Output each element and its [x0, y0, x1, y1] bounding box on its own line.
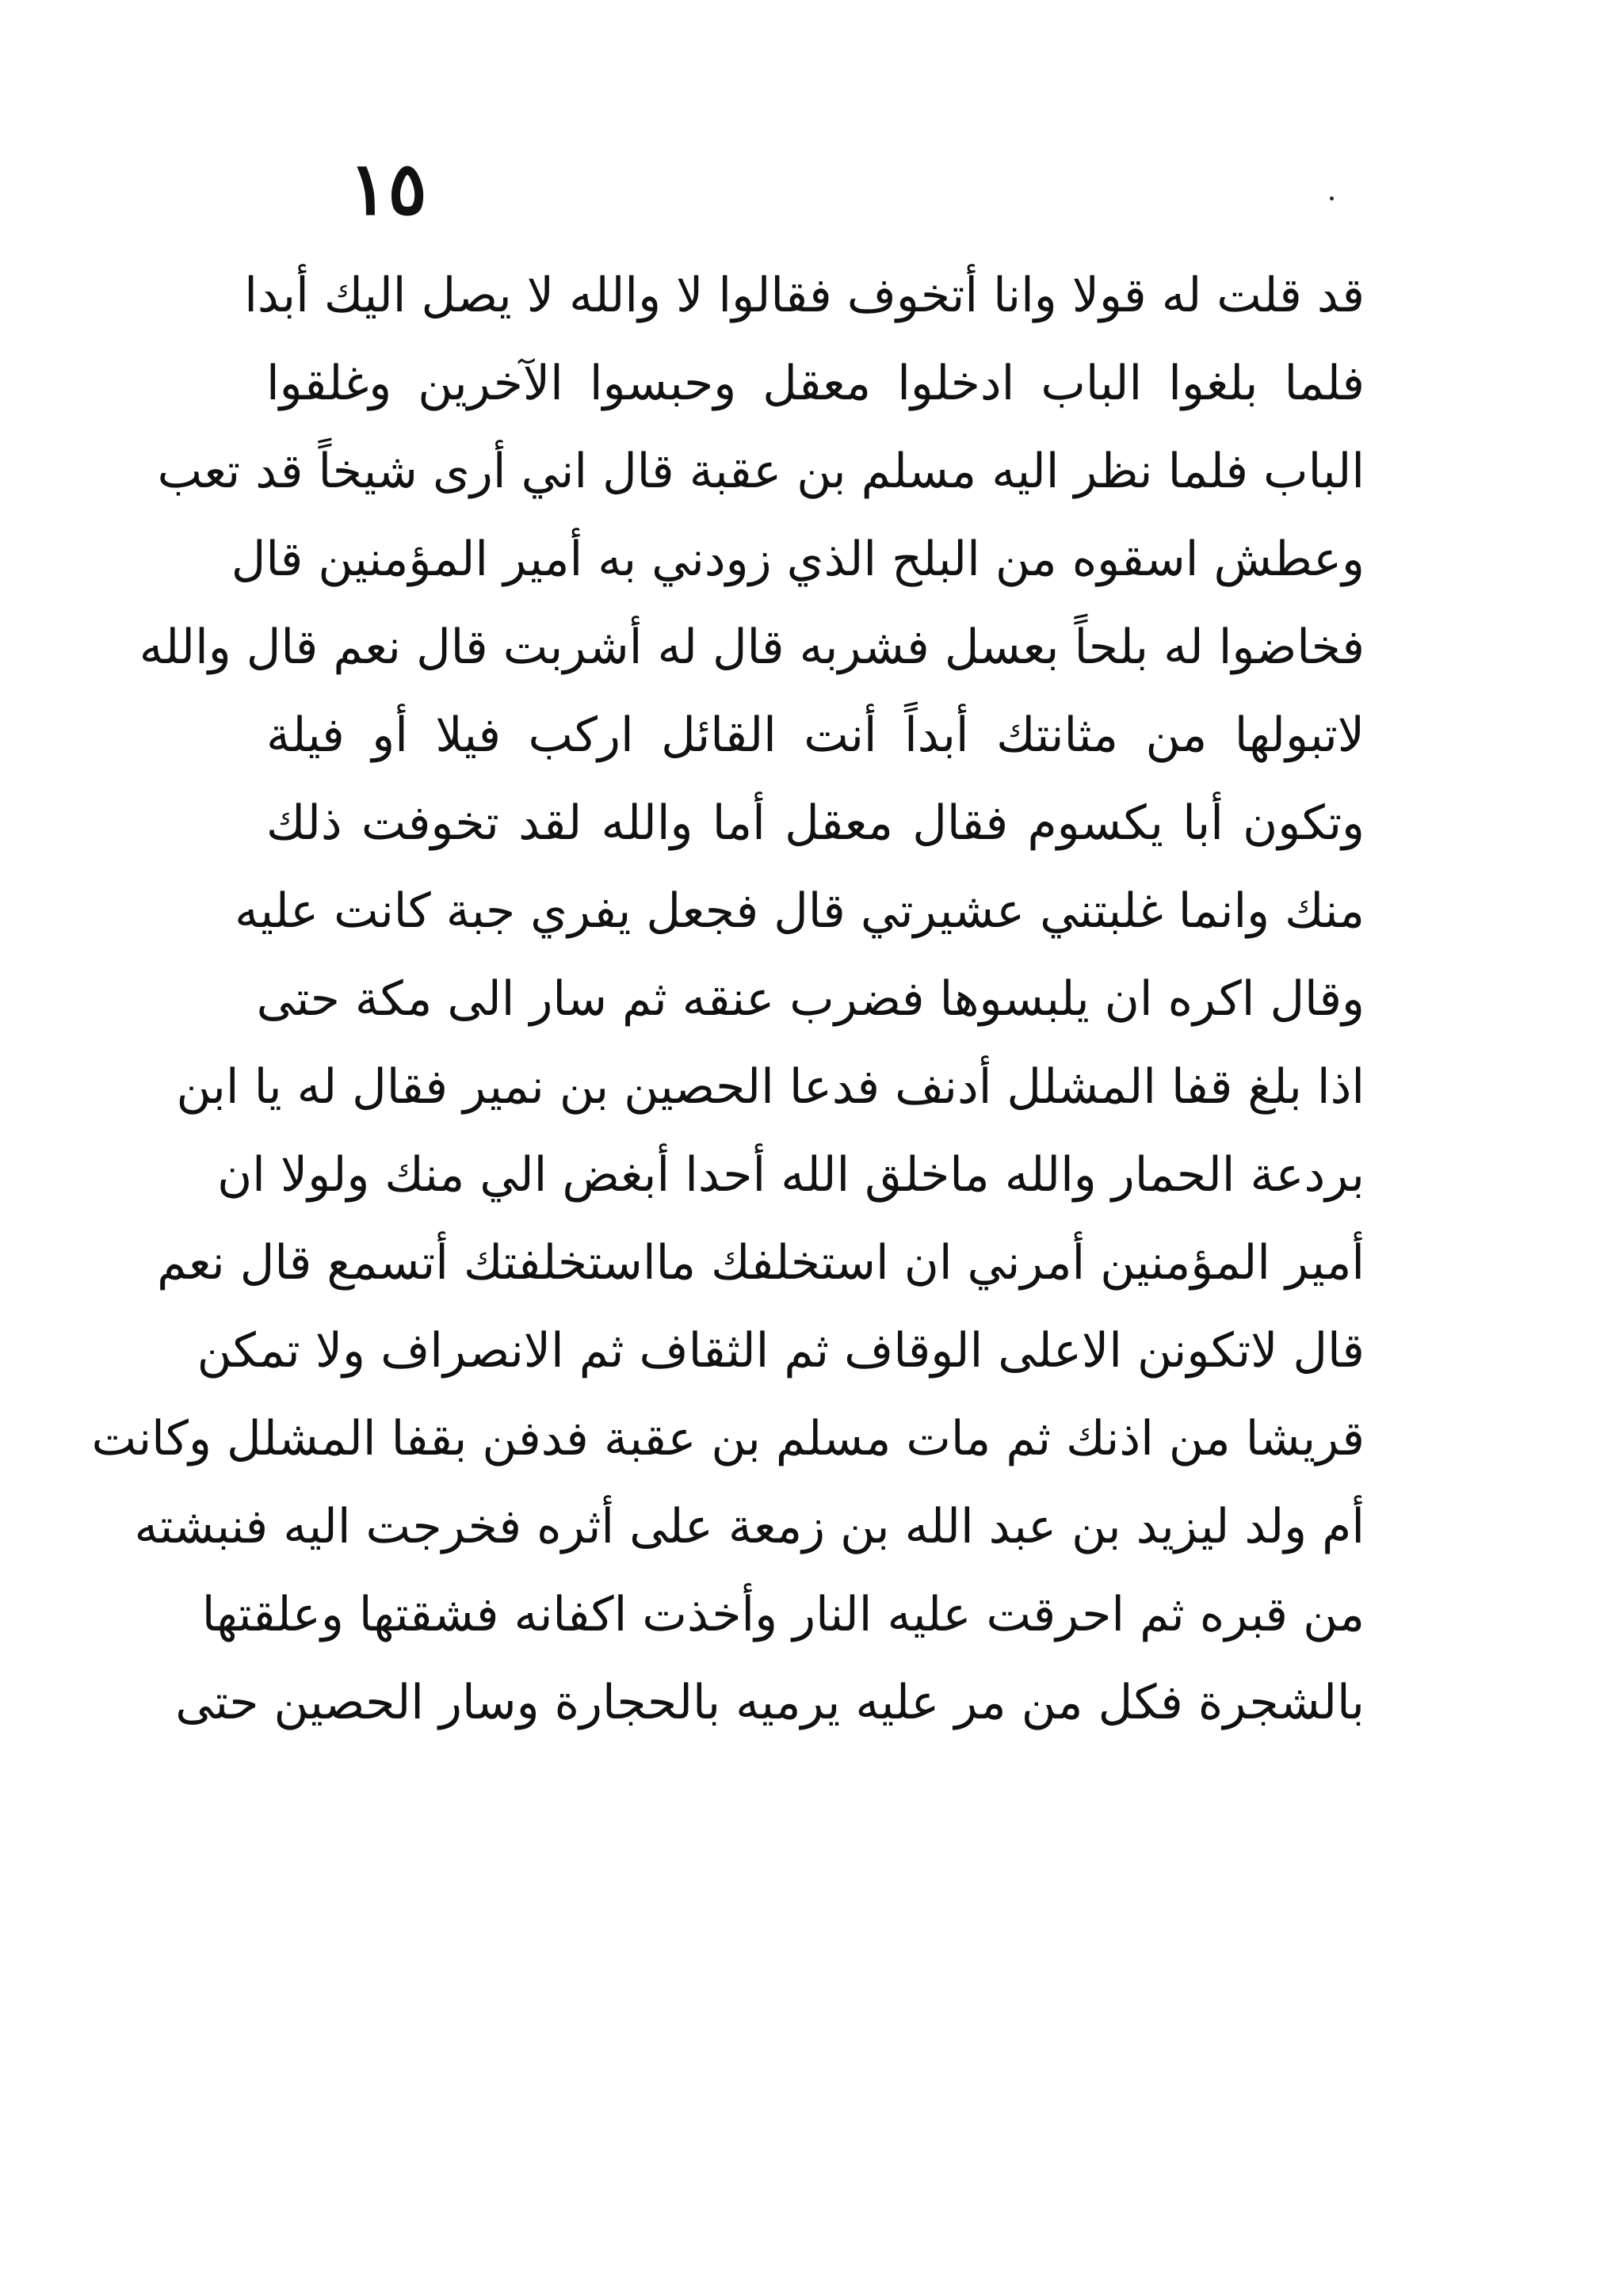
ink-speck — [1330, 196, 1334, 200]
text-line: وتكون أبا يكسوم فقال معقل أما والله لقد تخوفت ذلك — [266, 795, 1365, 851]
text-line: قريشا من اذنك ثم مات مسلم بن عقبة فدفن بقفا المشلل وكانت — [91, 1411, 1365, 1466]
body-text — [91, 252, 1365, 1747]
text-line: بردعة الحمار والله ماخلق الله أحدا أبغض الي منك ولولا ان — [217, 1147, 1365, 1203]
text-line: أمير المؤمنين أمرني ان استخلفك مااستخلفتك أتسمع قال نعم — [157, 1235, 1365, 1291]
text-line: فخاضوا له بلحاً بعسل فشربه قال له أشربت قال نعم قال والله — [139, 620, 1365, 675]
text-line: قال لاتكونن الاعلى الوقاف ثم الثقاف ثم الانصراف ولا تمكن — [197, 1323, 1365, 1379]
text-line: لاتبولها من مثانتك أبداً أنت القائل اركب فيلا أو فيلة — [266, 707, 1365, 763]
text-line: بالشجرة فكل من مر عليه يرميه بالحجارة وسار الحصين حتى — [175, 1675, 1365, 1730]
text-line: من قبره ثم احرقت عليه النار وأخذت اكفانه فشقتها وعلقتها — [201, 1587, 1365, 1642]
text-line: الباب فلما نظر اليه مسلم بن عقبة قال اني أرى شيخاً قد تعب — [157, 444, 1365, 499]
text-line: أم ولد ليزيد بن عبد الله بن زمعة على أثره فخرجت اليه فنبشته — [134, 1499, 1365, 1554]
text-line: فلما بلغوا الباب ادخلوا معقل وحبسوا الآخرين وغلقوا — [266, 356, 1365, 411]
page-number: ١٥ — [349, 146, 427, 231]
text-line: اذا بلغ قفا المشلل أدنف فدعا الحصين بن نمير فقال له يا ابن — [176, 1059, 1365, 1115]
text-line: قد قلت له قولا وانا أتخوف فقالوا لا والله لا يصل اليك أبدا — [244, 268, 1365, 323]
text-line: وقال اكره ان يلبسوها فضرب عنقه ثم سار الى مكة حتى — [256, 971, 1365, 1027]
text-line: وعطش اسقوه من البلح الذي زودني به أمير المؤمنين قال — [231, 532, 1365, 587]
text-line: منك وانما غلبتني عشيرتي قال فجعل يفري جبة كانت عليه — [235, 883, 1365, 939]
